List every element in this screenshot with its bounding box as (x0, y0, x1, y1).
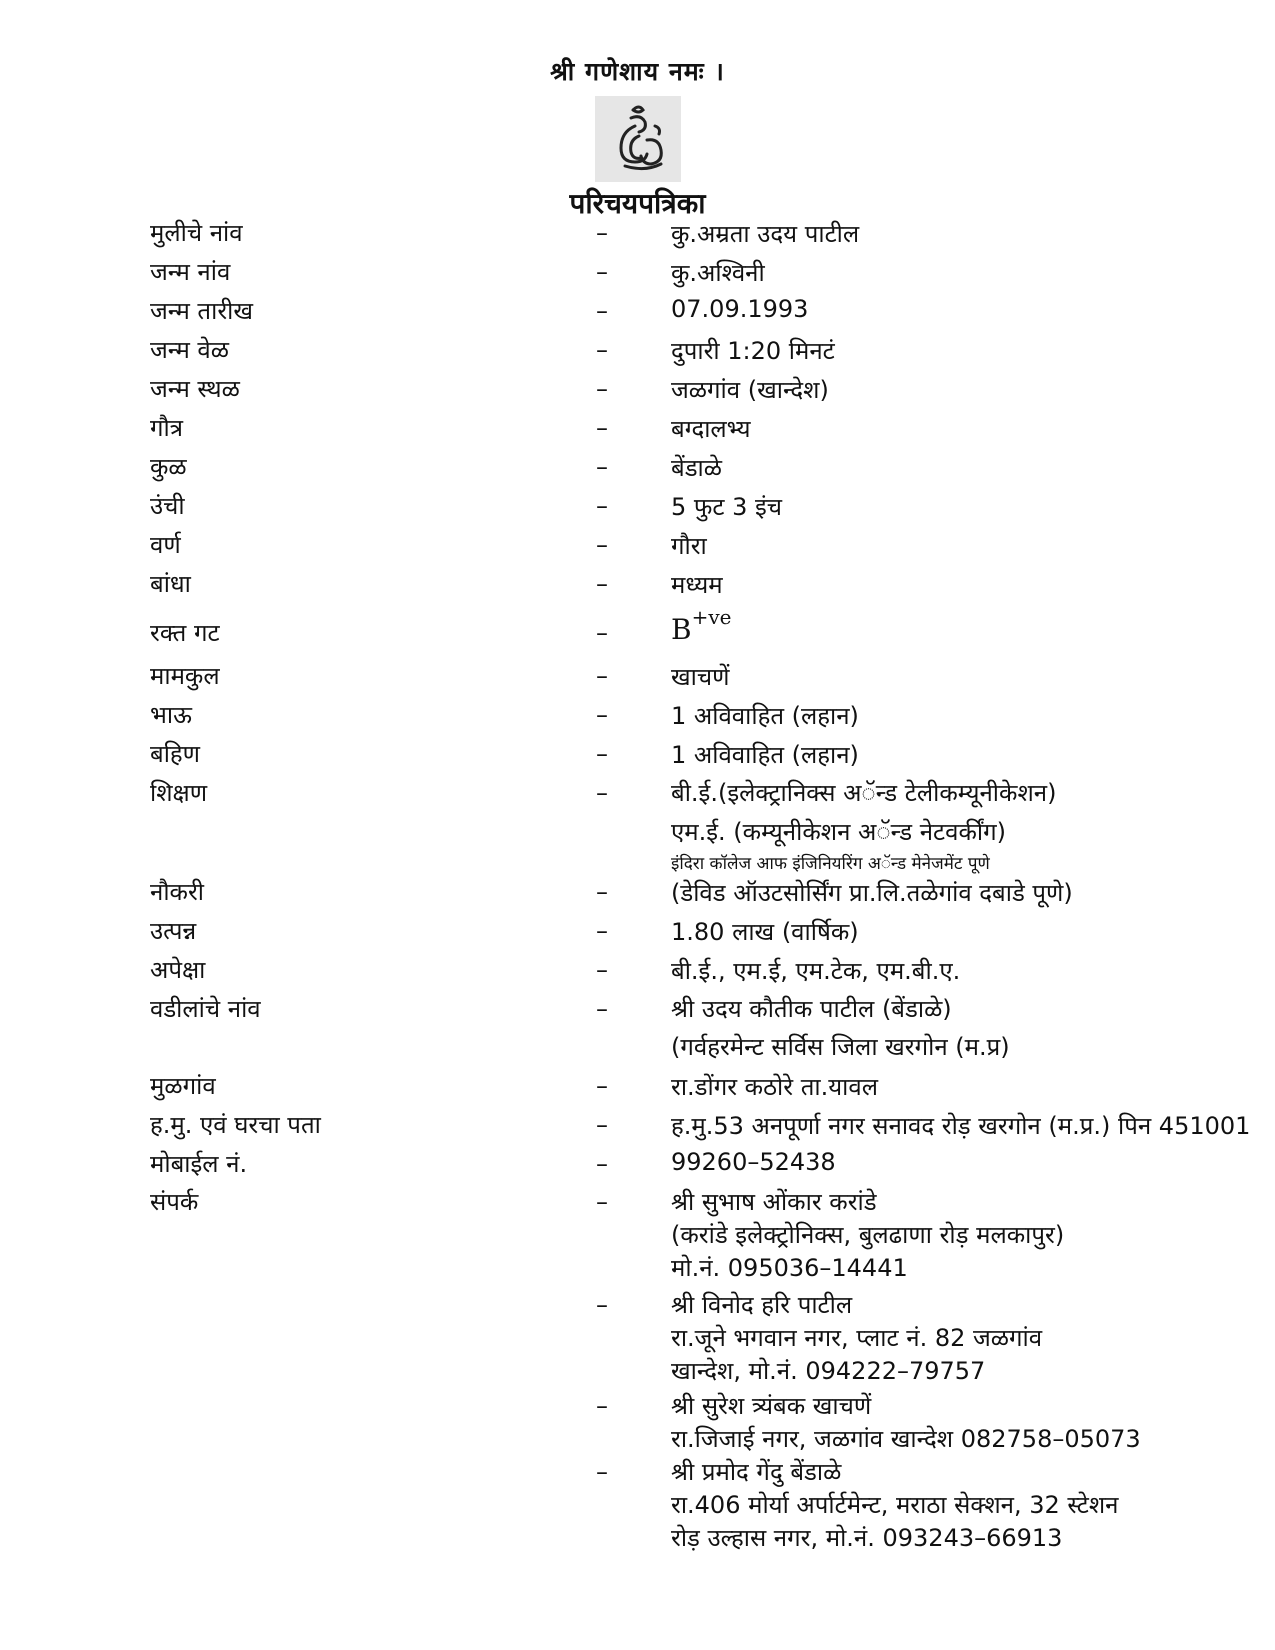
row-dash: – (596, 995, 608, 1023)
row-dash: – (596, 1291, 608, 1319)
row-value: बग्दालभ्य (671, 415, 751, 443)
row-label: गौत्र (150, 414, 183, 442)
education-line: एम.ई. (कम्यूनीकेशन अॅन्ड नेटवर्कींग) (671, 818, 1006, 846)
row-label: मुळगांव (150, 1072, 216, 1100)
row-dash: – (596, 453, 608, 481)
row-value: कु.अम्रता उदय पाटील (671, 220, 860, 248)
row-value: रा.डोंगर कठोरे ता.यावल (671, 1073, 878, 1101)
document-title: परिचयपत्रिका (569, 187, 706, 220)
row-label: मुलीचे नांव (150, 219, 243, 247)
contact-line: श्री सुरेश त्र्यंबक खाचणें (671, 1392, 872, 1420)
row-dash: – (596, 779, 608, 807)
row-value: गौरा (671, 532, 707, 560)
row-value: बी.ई., एम.ई, एम.टेक, एम.बी.ए. (671, 957, 961, 985)
education-college: इंदिरा कॉलेज आफ इंजिनियरिंग अॅन्ड मेनेजमेंट पूणे (671, 854, 990, 874)
row-label: नौकरी (150, 878, 204, 906)
row-value: 5 फुट 3 इंच (671, 493, 783, 521)
row-label: मोबाईल नं. (150, 1150, 248, 1178)
contact-person-1 (671, 1186, 1064, 1285)
row-dash: – (596, 878, 608, 906)
row-dash: – (596, 1458, 608, 1486)
contact-line: रा.जूने भगवान नगर, प्लाट नं. 82 जळगांव (671, 1324, 1043, 1352)
invocation-text: श्री गणेशाय नमः । (550, 57, 725, 86)
row-label: शिक्षण (150, 779, 208, 807)
row-value: जळगांव (खान्देश) (671, 376, 829, 404)
row-dash: – (596, 956, 608, 984)
row-dash: – (596, 1111, 608, 1139)
row-label: जन्म नांव (150, 258, 231, 286)
row-dash: – (596, 219, 608, 247)
row-dash: – (596, 1072, 608, 1100)
blood-group-letter: B (671, 613, 692, 646)
row-value: दुपारी 1:20 मिनटं (671, 337, 835, 365)
row-dash: – (596, 258, 608, 286)
contact-line: रा.406 मोर्या अर्पार्टमेन्ट, मराठा सेक्शन, 32 स्टेशन (671, 1491, 1119, 1519)
row-value: (डेविड ऑउटसोर्सिंग प्रा.लि.तळेगांव दबाडे पूणे) (671, 879, 1073, 907)
row-value (671, 605, 732, 646)
contact-line: श्री विनोद हरि पाटील (671, 1291, 853, 1319)
row-dash: – (596, 570, 608, 598)
row-label: वडीलांचे नांव (150, 995, 261, 1023)
row-label: उंची (150, 492, 185, 520)
row-label: रक्त गट (150, 619, 220, 647)
contact-line: खान्देश, मो.नं. 094222–79757 (671, 1357, 986, 1385)
row-label: जन्म स्थळ (150, 375, 240, 403)
row-label: बहिण (150, 740, 201, 768)
row-dash: – (596, 917, 608, 945)
row-value: मध्यम (671, 571, 723, 599)
row-label: कुळ (150, 453, 187, 481)
contact-line: मो.नं. 095036–14441 (671, 1254, 908, 1282)
row-value: 1 अविवाहित (लहान) (671, 702, 859, 730)
row-value: कु.अश्विनी (671, 259, 765, 287)
row-dash: – (596, 701, 608, 729)
row-label: बांधा (150, 570, 191, 598)
row-label: भाऊ (150, 701, 192, 729)
row-dash: – (596, 336, 608, 364)
contact-line: श्री प्रमोद गेंदु बेंडाळे (671, 1458, 842, 1486)
row-value: ह.मु.53 अनपूर्णा नगर सनावद रोड़ खरगोन (म.प्र.) पिन 451001 (671, 1112, 1251, 1140)
row-value (671, 777, 1056, 879)
row-dash: – (596, 414, 608, 442)
row-label: अपेक्षा (150, 956, 206, 984)
row-dash: – (596, 297, 608, 325)
row-value: 99260–52438 (671, 1148, 836, 1176)
row-dash: – (596, 375, 608, 403)
education-line: बी.ई.(इलेक्ट्रानिक्स अॅन्ड टेलीकम्यूनीकेशन) (671, 779, 1057, 807)
row-value (671, 993, 1010, 1064)
row-dash: – (596, 619, 608, 647)
father-line: (गर्वहरमेन्ट सर्विस जिला खरगोन (म.प्र) (671, 1033, 1010, 1061)
father-line: श्री उदय कौतीक पाटील (बेंडाळे) (671, 995, 952, 1023)
row-dash: – (596, 1392, 608, 1420)
contact-person-3 (671, 1390, 1141, 1456)
row-dash: – (596, 740, 608, 768)
contact-person-4 (671, 1456, 1118, 1555)
row-label: ह.मु. एवं घरचा पता (150, 1111, 321, 1139)
row-value: खाचणें (671, 663, 730, 691)
row-dash: – (596, 1150, 608, 1178)
row-dash: – (596, 662, 608, 690)
row-value: 1 अविवाहित (लहान) (671, 741, 859, 769)
row-value: 1.80 लाख (वार्षिक) (671, 918, 859, 946)
row-dash: – (596, 1188, 608, 1216)
row-value: 07.09.1993 (671, 295, 809, 323)
row-label: जन्म तारीख (150, 297, 253, 325)
contact-line: रोड़ उल्हास नगर, मो.नं. 093243–66913 (671, 1524, 1063, 1552)
row-dash: – (596, 531, 608, 559)
row-label: मामकुल (150, 662, 220, 690)
contact-line: रा.जिजाई नगर, जळगांव खान्देश 082758–05073 (671, 1425, 1141, 1453)
row-label: संपर्क (150, 1188, 199, 1216)
contact-line: श्री सुभाष ओंकार करांडे (671, 1188, 877, 1216)
row-label: उत्पन्न (150, 917, 197, 945)
row-dash: – (596, 492, 608, 520)
row-value: बेंडाळे (671, 454, 722, 482)
row-label: वर्ण (150, 531, 181, 559)
blood-group-sign: +ve (691, 605, 732, 629)
contact-line: (करांडे इलेक्ट्रोनिक्स, बुलढाणा रोड़ मलकापुर) (671, 1221, 1065, 1249)
contact-person-2 (671, 1289, 1042, 1388)
row-label: जन्म वेळ (150, 336, 230, 364)
